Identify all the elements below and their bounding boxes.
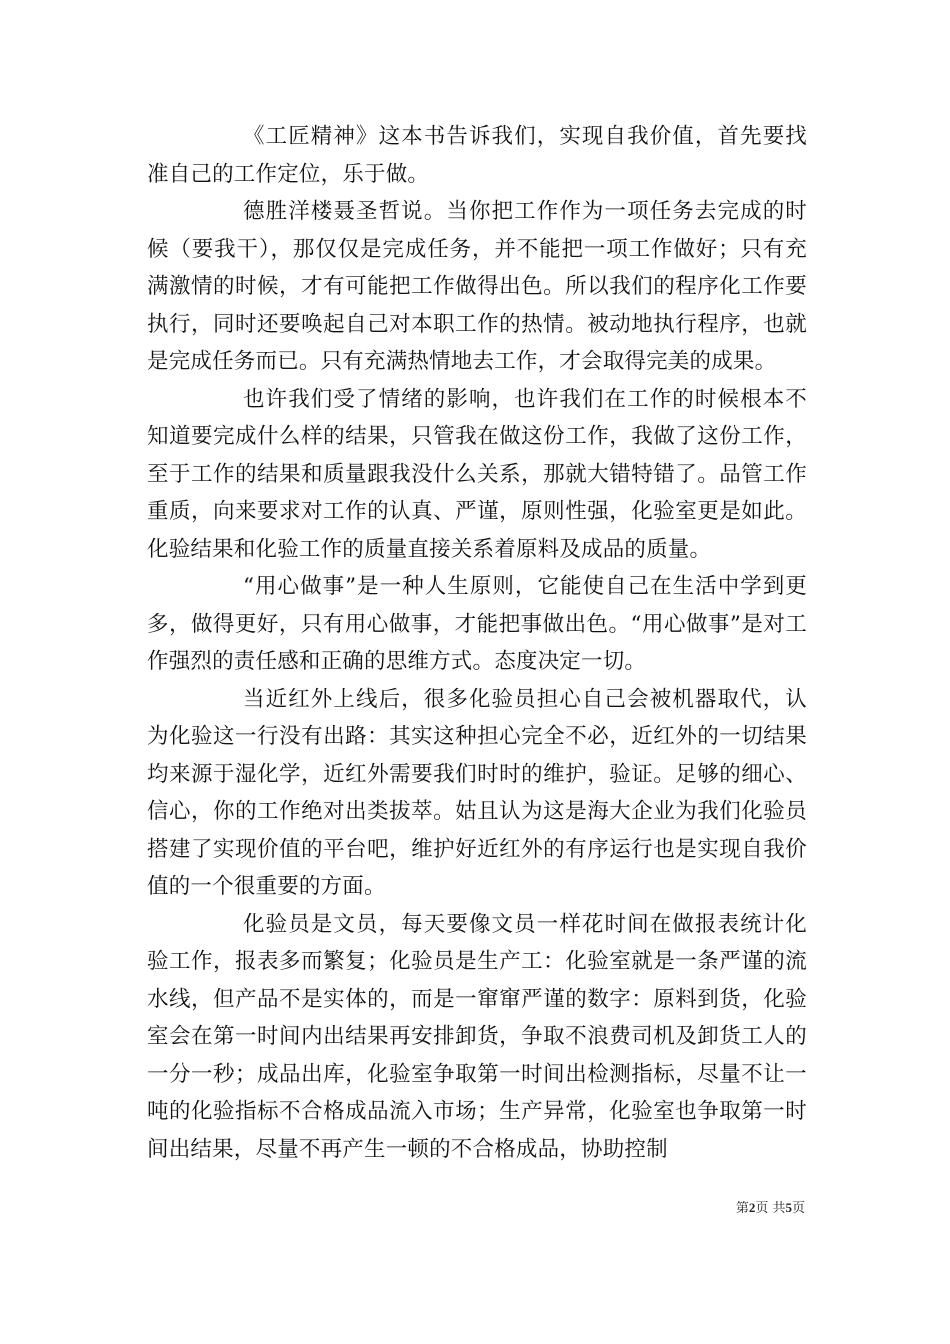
paragraph-6: 化验员是文员，每天要像文员一样花时间在做报表统计化验工作，报表多而繁复；化验员是生产工：化验室就是一条严谨的流水线，但产品不是实体的，而是一窜窜严谨的数字：原料到货，化验室会在第一时间内出结果再安排卸货，争取不浪费司机及卸货工人的一分一秒；成品出库，化验室争取第一时间出检测指标，尽量不让一吨的化验指标不合格成品流入市场；生产异常，化验室也争取第一时间出结果，尽量不再产生一顿的不合格成品，协助控制 — [147, 911, 807, 1162]
total-pages-number: 5 — [785, 1200, 792, 1215]
paragraph-5: 当近红外上线后，很多化验员担心自己会被机器取代，认为化验这一行没有出路：其实这种担心完全不必，近红外的一切结果均来源于湿化学，近红外需要我们时时的维护，验证。足够的细心、信心，你的工作绝对出类拔萃。姑且认为这是海大企业为我们化验员搭建了实现价值的平台吧，维护好近红外的有序运行也是实现自我价值的一个很重要的方面。 — [147, 686, 807, 899]
footer-prefix: 第 — [735, 1201, 749, 1216]
paragraph-4: “用心做事”是一种人生原则，它能使自己在生活中学到更多，做得更好，只有用心做事，才能把事做出色。“用心做事”是对工作强烈的责任感和正确的思维方式。态度决定一切。 — [147, 574, 807, 674]
footer-middle: 页 共 — [755, 1201, 786, 1216]
footer-suffix: 页 — [791, 1201, 805, 1216]
page-number-footer — [736, 1200, 805, 1217]
paragraph-2: 德胜洋楼聂圣哲说。当你把工作作为一项任务去完成的时候（要我干），那仅仅是完成任务，并不能把一项工作做好；只有充满激情的时候，才有可能把工作做得出色。所以我们的程序化工作要执行，同时还要唤起自己对本职工作的热情。被动地执行程序，也就是完成任务而已。只有充满热情地去工作，才会取得完美的成果。 — [147, 199, 807, 374]
document-body — [147, 118, 807, 1168]
current-page-number: 2 — [748, 1200, 756, 1215]
paragraph-3: 也许我们受了情绪的影响，也许我们在工作的时候根本不知道要完成什么样的结果，只管我在做这份工作，我做了这份工作，至于工作的结果和质量跟我没什么关系，那就大错特错了。品管工作重质，向来要求对工作的认真、严谨，原则性强，化验室更是如此。化验结果和化验工作的质量直接关系着原料及成品的质量。 — [147, 386, 807, 562]
paragraph-1: 《工匠精神》这本书告诉我们，实现自我价值，首先要找准自己的工作定位，乐于做。 — [147, 124, 807, 187]
